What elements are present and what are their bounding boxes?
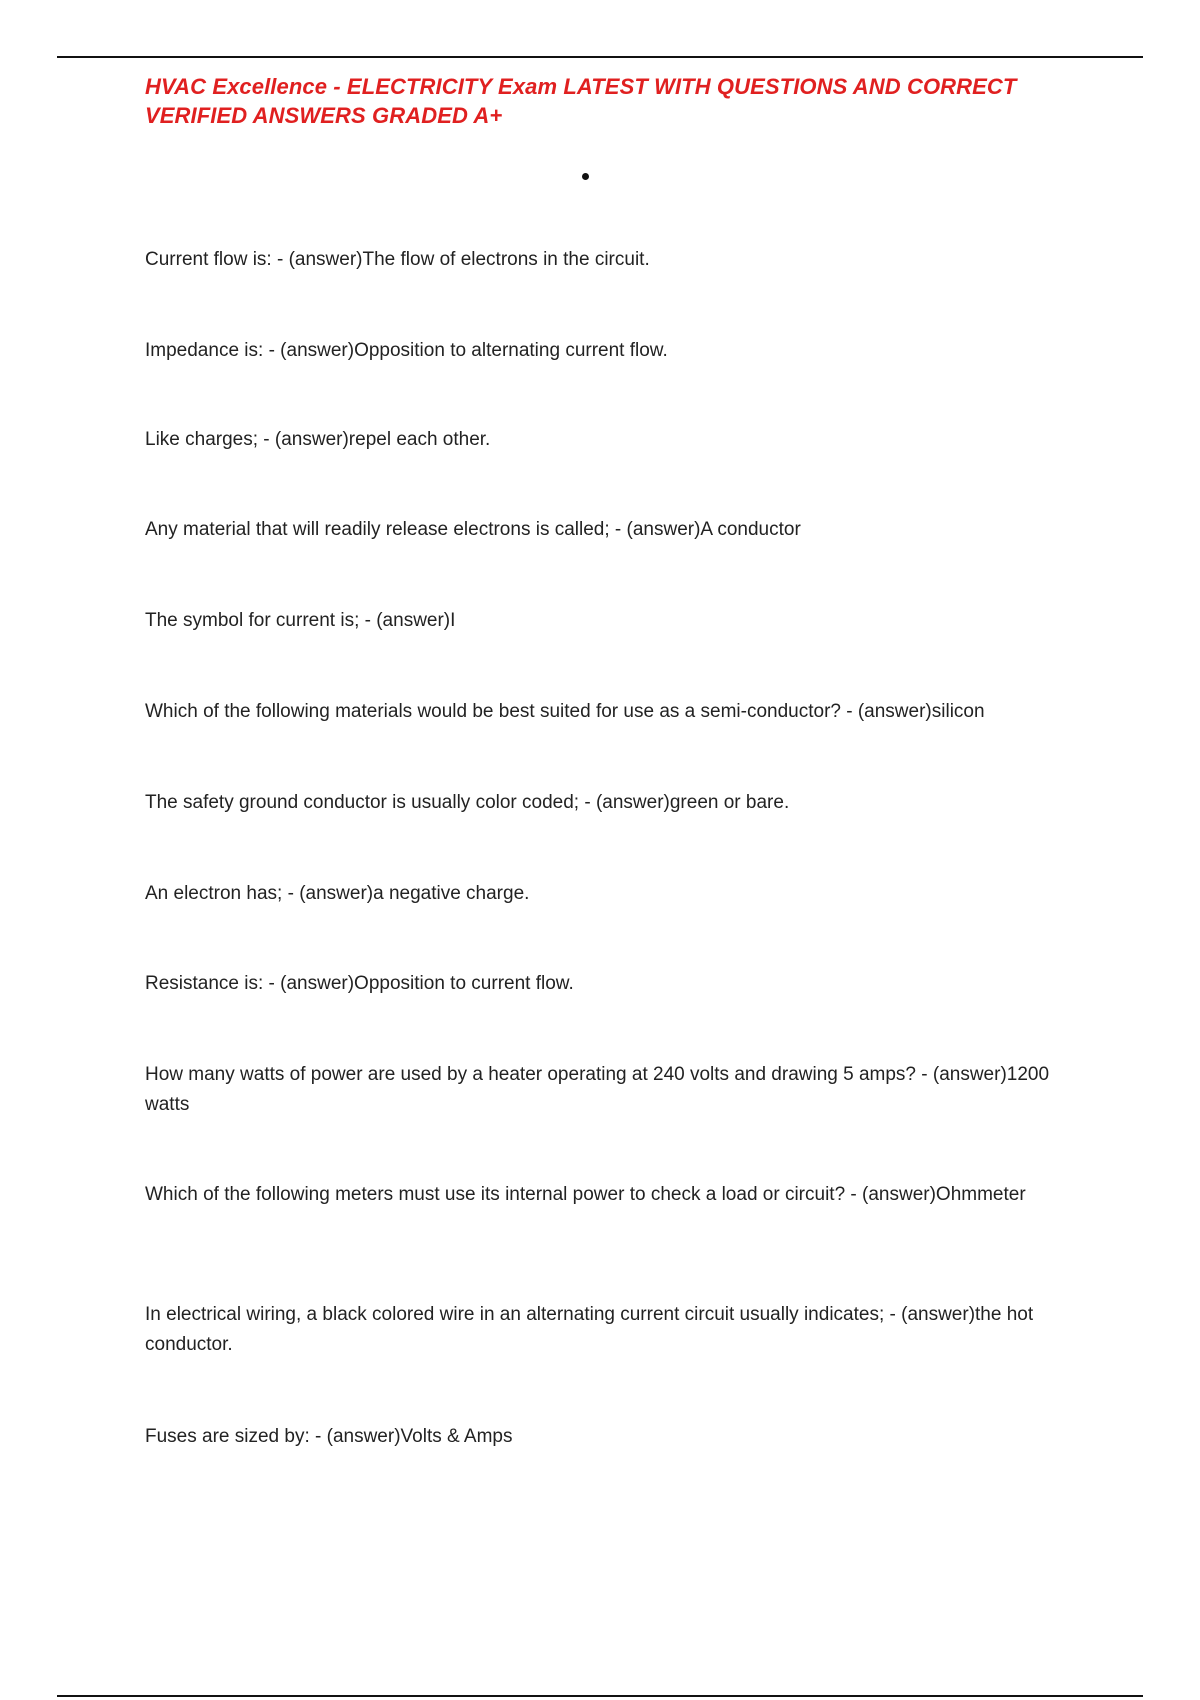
- qa-item: Like charges; - (answer)repel each other.: [145, 429, 491, 450]
- qa-item: Resistance is: - (answer)Opposition to current flow.: [145, 973, 574, 994]
- qa-item: The safety ground conductor is usually color coded; - (answer)green or bare.: [145, 792, 790, 813]
- qa-item: Which of the following materials would be best suited for use as a semi-conductor? - (answer)silicon: [145, 701, 985, 722]
- qa-item: Which of the following meters must use its internal power to check a load or circuit? - (answer)Ohmmeter: [145, 1184, 1026, 1205]
- qa-item: The symbol for current is; - (answer)I: [145, 610, 456, 631]
- bullet-dot: [582, 173, 589, 180]
- document-title: HVAC Excellence - ELECTRICITY Exam LATEST WITH QUESTIONS AND CORRECT VERIFIED ANSWERS GRADED A+: [145, 74, 1017, 128]
- bottom-rule: [57, 1695, 1143, 1697]
- qa-item: Fuses are sized by: - (answer)Volts & Amps: [145, 1426, 513, 1447]
- top-rule: [57, 56, 1143, 58]
- qa-item: Any material that will readily release electrons is called; - (answer)A conductor: [145, 519, 801, 540]
- qa-item: Impedance is: - (answer)Opposition to alternating current flow.: [145, 340, 668, 361]
- qa-item: An electron has; - (answer)a negative charge.: [145, 883, 530, 904]
- qa-item: In electrical wiring, a black colored wire in an alternating current circuit usually indicates; - (answer)the hot conductor.: [145, 1304, 1034, 1355]
- qa-item: How many watts of power are used by a heater operating at 240 volts and drawing 5 amps? - (answer)1200 watts: [145, 1064, 1050, 1115]
- qa-item: Current flow is: - (answer)The flow of electrons in the circuit.: [145, 249, 650, 270]
